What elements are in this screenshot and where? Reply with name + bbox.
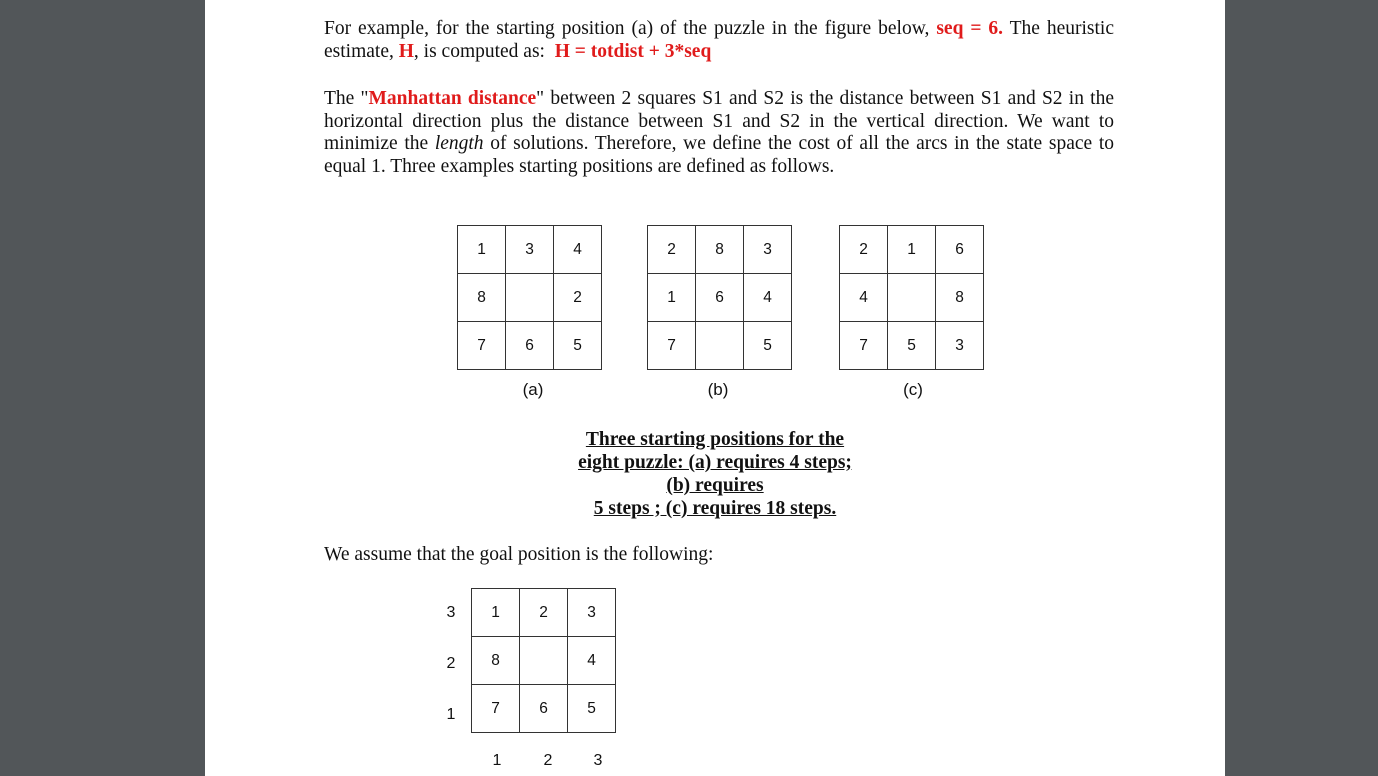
- cell: 1: [472, 589, 520, 637]
- col-label: 3: [593, 752, 603, 769]
- cell: 6: [936, 226, 984, 274]
- para2-text-3: of solutions. Therefore, we define the cost of all the arcs in the state space to equal 1. Three examples starting positions are defined as follows.: [324, 133, 1114, 177]
- cell: 1: [888, 226, 936, 274]
- cell: 5: [568, 685, 616, 733]
- caption-line: (b) requires: [666, 475, 764, 496]
- cell: 7: [840, 322, 888, 370]
- para1-text-1: For example, for the starting position (a) of the puzzle in the figure below,: [324, 18, 930, 39]
- cell: 2: [648, 226, 696, 274]
- cell: 3: [744, 226, 792, 274]
- para1-text-2: The heuristic estimate,: [324, 18, 1115, 62]
- cell: 2: [520, 589, 568, 637]
- cell: 2: [840, 226, 888, 274]
- cell: 1: [648, 274, 696, 322]
- row-label: 3: [446, 604, 456, 621]
- seq-value: seq = 6.: [936, 18, 1004, 39]
- puzzle-a-label: (a): [522, 380, 544, 399]
- cell: 6: [696, 274, 744, 322]
- cell: 4: [744, 274, 792, 322]
- caption-line: 5 steps ; (c) requires 18 steps.: [593, 498, 837, 519]
- document-page: [205, 0, 1225, 776]
- caption-line: eight puzzle: (a) requires 4 steps;: [578, 452, 852, 473]
- heuristic-formula: H = totdist + 3*seq: [554, 40, 712, 62]
- cell: 3: [506, 226, 554, 274]
- cell: 2: [554, 274, 602, 322]
- puzzle-b-label: (b): [707, 380, 729, 399]
- cell: 5: [554, 322, 602, 370]
- cell: 3: [568, 589, 616, 637]
- cell: 7: [648, 322, 696, 370]
- cell: [888, 274, 936, 322]
- col-label: 2: [543, 752, 553, 769]
- cell: 5: [744, 322, 792, 370]
- para2-text-1: The ": [324, 88, 369, 109]
- para1-text-3: , is computed as:: [413, 40, 545, 62]
- cell: 8: [458, 274, 506, 322]
- cell: 8: [936, 274, 984, 322]
- paragraph-manhattan: [324, 88, 1114, 178]
- cell: 6: [506, 322, 554, 370]
- cell: 5: [888, 322, 936, 370]
- cell: [506, 274, 554, 322]
- para2-text-2: " between 2 squares S1 and S2 is the distance between S1 and S2 in the horizontal direction plus the distance between S1 and S2 in the vertical direction. We want to minimize the: [324, 88, 1114, 154]
- goal-intro: We assume that the goal position is the following:: [324, 544, 714, 565]
- cell: 4: [554, 226, 602, 274]
- cell: 1: [458, 226, 506, 274]
- paragraph-heuristic: [324, 18, 1114, 63]
- cell: 7: [472, 685, 520, 733]
- length-emphasis: length: [434, 133, 484, 154]
- cell: 8: [472, 637, 520, 685]
- row-label: 2: [446, 655, 456, 672]
- manhattan-term: Manhattan distance: [368, 88, 537, 109]
- cell: 8: [696, 226, 744, 274]
- puzzle-b-grid: [647, 225, 792, 370]
- col-label: 1: [492, 752, 502, 769]
- puzzle-a-grid: [457, 225, 602, 370]
- figure-caption: [545, 428, 885, 520]
- cell: 6: [520, 685, 568, 733]
- puzzle-c-label: (c): [903, 380, 923, 399]
- puzzle-c-grid: [839, 225, 984, 370]
- row-label: 1: [446, 706, 456, 723]
- caption-line: Three starting positions for the: [585, 429, 845, 450]
- cell: [696, 322, 744, 370]
- cell: 3: [936, 322, 984, 370]
- cell: 7: [458, 322, 506, 370]
- cell: [520, 637, 568, 685]
- h-symbol: H: [398, 40, 414, 62]
- cell: 4: [840, 274, 888, 322]
- goal-grid: [471, 588, 616, 733]
- cell: 4: [568, 637, 616, 685]
